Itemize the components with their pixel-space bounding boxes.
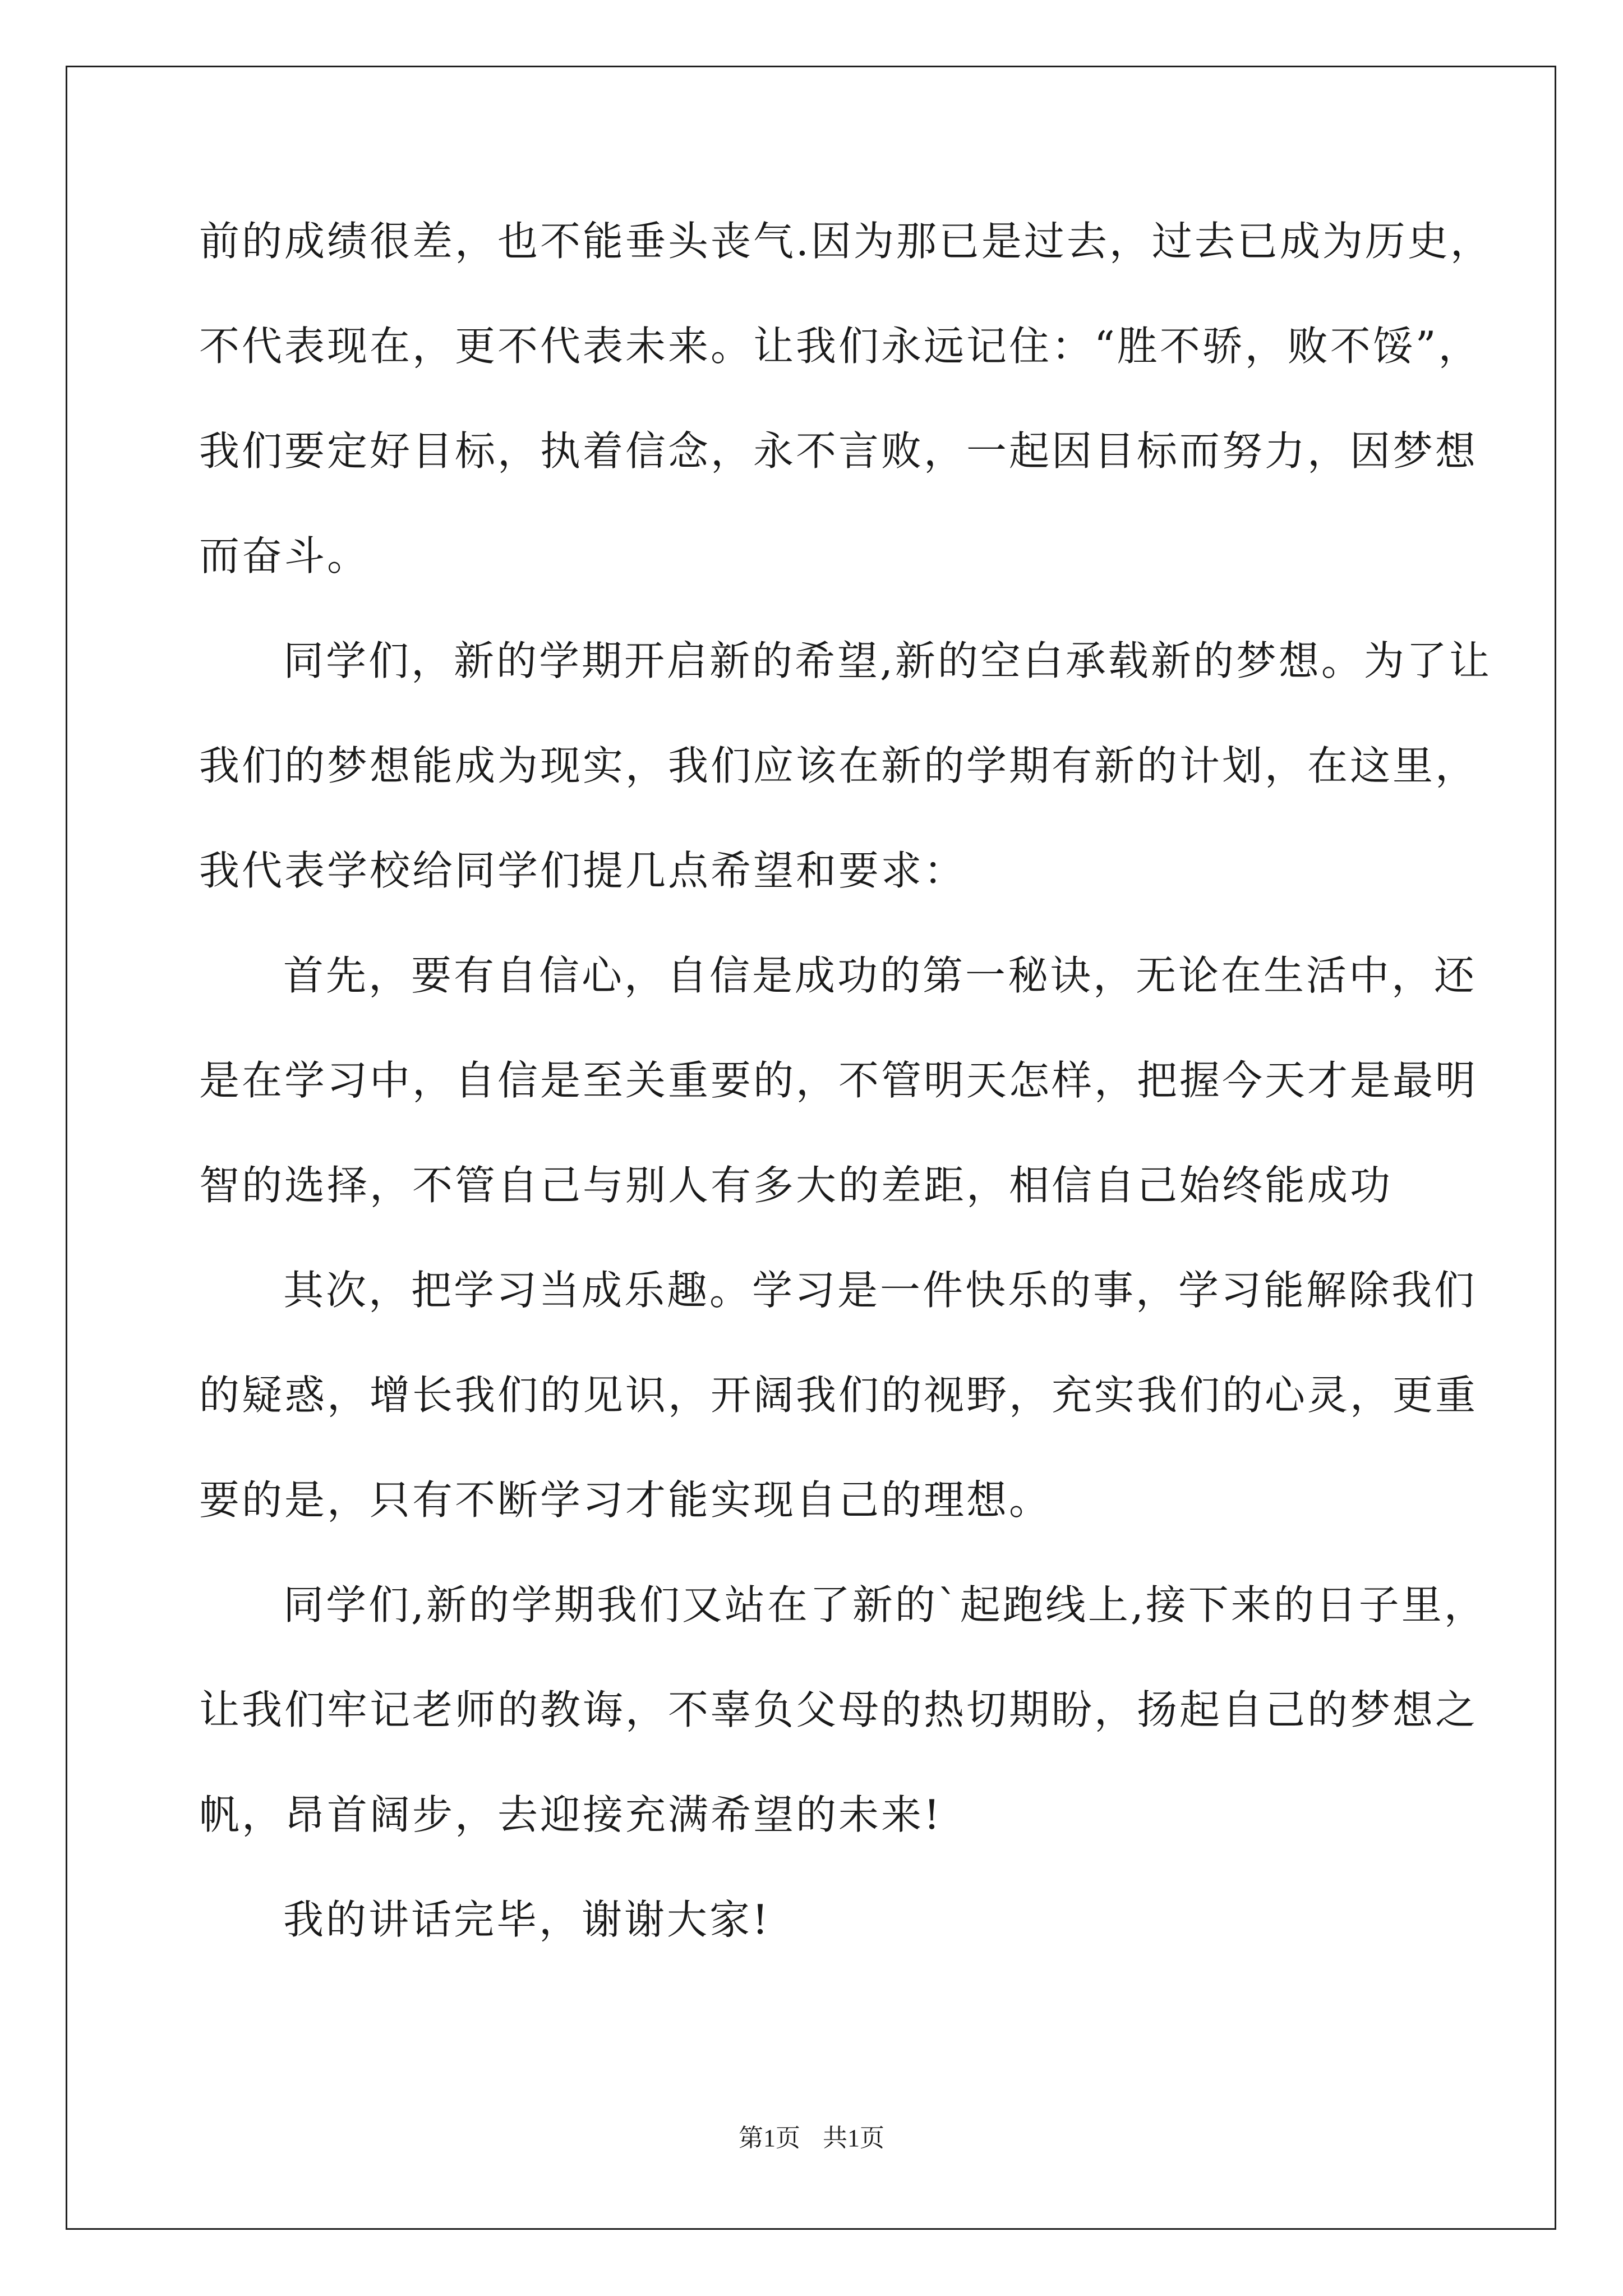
text-line: 前的成绩很差，也不能垂头丧气.因为那已是过去，过去已成为历史， <box>199 218 1493 265</box>
page-number: 第1页 <box>739 2124 800 2152</box>
text-line: 帆，昂首阔步，去迎接充满希望的未来! <box>199 1791 942 1838</box>
text-line: 首先，要有自信心，自信是成功的第一秘诀，无论在生活中，还 <box>283 952 1477 999</box>
page-total: 共1页 <box>823 2124 884 2152</box>
page-footer <box>0 2118 1623 2154</box>
text-line: 智的选择，不管自己与别人有多大的差距，相信自己始终能成功 <box>199 1162 1393 1209</box>
text-line: 其次，把学习当成乐趣。学习是一件快乐的事，学习能解除我们 <box>283 1267 1477 1314</box>
text-line: 同学们,新的学期我们又站在了新的`起跑线上,接下来的日子里， <box>283 1581 1487 1628</box>
text-line: 的疑惑，增长我们的见识，开阔我们的视野，充实我们的心灵，更重 <box>199 1372 1478 1419</box>
text-line: 而奋斗。 <box>199 532 370 579</box>
text-line: 要的是，只有不断学习才能实现自己的理想。 <box>199 1476 1052 1524</box>
text-line: 我的讲话完毕，谢谢大家! <box>283 1896 771 1943</box>
text-line: 同学们，新的学期开启新的希望,新的空白承载新的梦想。为了让 <box>283 637 1492 684</box>
text-line: 让我们牢记老师的教诲，不辜负父母的热切期盼，扬起自己的梦想之 <box>199 1686 1478 1733</box>
text-line: 我们要定好目标，执着信念，永不言败，一起因目标而努力，因梦想 <box>199 427 1478 475</box>
text-line: 我们的梦想能成为现实，我们应该在新的学期有新的计划，在这里， <box>199 742 1478 789</box>
text-line: 是在学习中，自信是至关重要的，不管明天怎样，把握今天才是最明 <box>199 1057 1478 1104</box>
text-line: 不代表现在，更不代表未来。让我们永远记住：“胜不骄，败不馁”， <box>199 323 1481 370</box>
text-line: 我代表学校给同学们提几点希望和要求： <box>199 847 967 894</box>
